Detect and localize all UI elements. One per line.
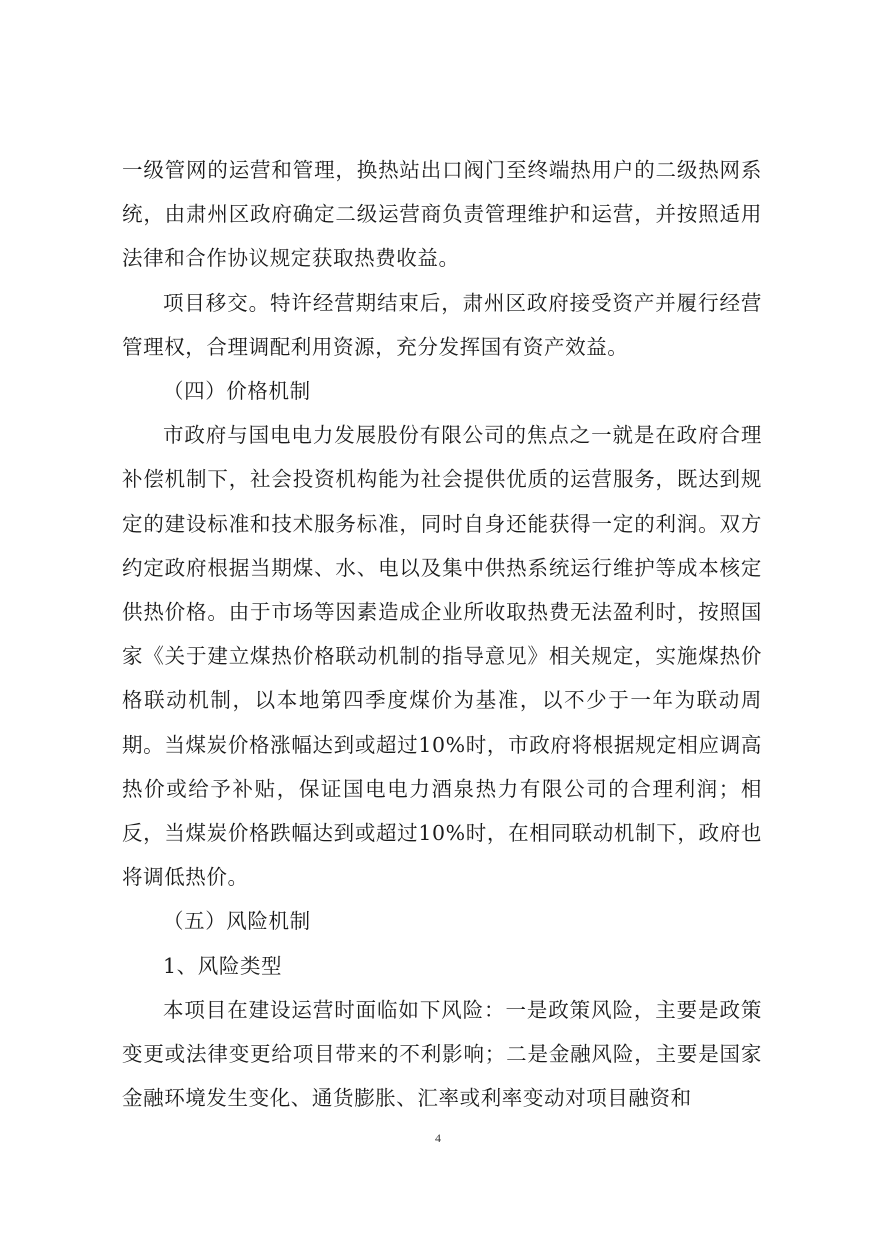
document-body — [122, 148, 762, 1120]
page-number: 4 — [435, 1131, 441, 1145]
paragraph-continuation: 一级管网的运营和管理，换热站出口阀门至终端热用户的二级热网系统，由肃州区政府确定二级运营商负责管理维护和运营，并按照适用法律和合作协议规定获取热费收益。 — [122, 158, 762, 271]
subsection-heading-risk-types: 1、风险类型 — [163, 953, 283, 978]
paragraph-project-transfer: 项目移交。特许经营期结束后，肃州区政府接受资产并履行经营管理权，合理调配利用资源，充分发挥国有资产效益。 — [122, 290, 762, 359]
section-heading-price-mechanism: （四）价格机制 — [163, 379, 311, 404]
paragraph-risk-types: 本项目在建设运营时面临如下风险：一是政策风险，主要是政策变更或法律变更给项目带来的不利影响；二是金融风险，主要是国家金融环境发生变化、通货膨胀、汇率或利率变动对项目融资和 — [122, 997, 762, 1111]
paragraph-price-mechanism: 市政府与国电电力发展股份有限公司的焦点之一就是在政府合理补偿机制下，社会投资机构能为社会提供优质的运营服务，既达到规定的建设标准和技术服务标准，同时自身还能获得一定的利润。双方约定政府根据当期煤、水、电以及集中供热系统运行维护等成本核定供热价格。由于市场等因素造成企业所收取热费无法盈利时，按照国家《关于建立煤热价格联动机制的指导意见》相关规定，实施煤热价格联动机制，以本地第四季度煤价为基准，以不少于一年为联动周期。当煤炭价格涨幅达到或超过10%时，市政府将根据规定相应调高热价或给予补贴，保证国电电力酒泉热力有限公司的合理利润；相反，当煤炭价格跌幅达到或超过10%时，在相同联动机制下，政府也将调低热价。 — [122, 423, 762, 890]
section-heading-risk-mechanism: （五）风险机制 — [163, 909, 311, 934]
